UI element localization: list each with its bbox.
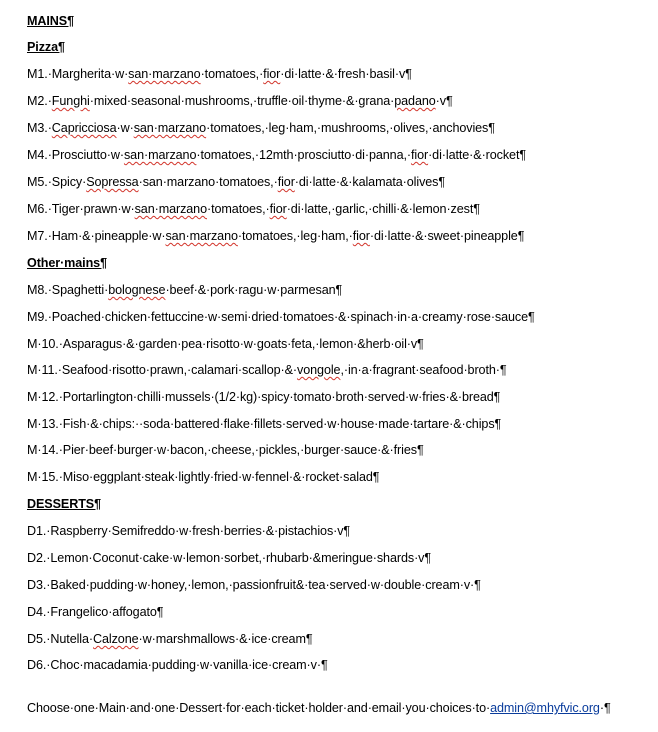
text-run: ·tomatoes,· — [200, 67, 264, 81]
menu-item[interactable] — [27, 657, 328, 673]
spellcheck-word: Sopressa — [86, 175, 139, 189]
menu-item[interactable] — [27, 120, 495, 136]
menu-item[interactable] — [27, 336, 424, 352]
menu-item[interactable] — [27, 66, 412, 82]
spellcheck-word: fior — [269, 202, 287, 216]
text-run: M·15.·Miso·eggplant·steak·lightly·fried·w·fennel·&·rocket·salad¶ — [27, 470, 380, 484]
text-run: ·w· — [116, 121, 134, 135]
menu-item[interactable] — [27, 362, 507, 378]
spellcheck-word: padano — [394, 94, 436, 108]
menu-item[interactable] — [27, 309, 535, 325]
text-run: M·12.·Portarlington·chilli·mussels·(1/2·kg)·spicy·tomato·broth·served·w·fries·&·bread¶ — [27, 390, 501, 404]
text-run: ·san·marzano·tomatoes,· — [138, 175, 278, 189]
text-run: M4.·Prosciutto·w· — [27, 148, 124, 162]
text-run: ·tomatoes,· — [207, 202, 270, 216]
menu-item[interactable] — [27, 469, 379, 485]
spellcheck-word: san·marzano — [165, 229, 238, 243]
text-run: M·14.·Pier·beef·burger·w·bacon,·cheese,·pickles,·burger·sauce·&·fries¶ — [27, 443, 424, 457]
spellcheck-word: san·marzano — [134, 202, 207, 216]
spellcheck-word: san·marzano — [133, 121, 207, 135]
text-run: ·di·latte,·garlic,·chilli·&·lemon·zest¶ — [286, 202, 480, 216]
text-run: ·mixed·seasonal·mushrooms,·truffle·oil·thyme·&·grana· — [89, 94, 395, 108]
menu-item[interactable] — [27, 604, 163, 620]
spellcheck-word: fior — [277, 175, 295, 189]
text-run: D6.·Choc·macadamia·pudding·w·vanilla·ice·cream·v·¶ — [27, 658, 328, 672]
text-run: Other·mains¶ — [27, 256, 107, 270]
section-heading[interactable] — [27, 255, 107, 271]
text-run: D5.·Nutella· — [27, 632, 93, 646]
menu-item[interactable] — [27, 201, 480, 217]
text-run: ·di·latte·&·sweet·pineapple¶ — [369, 229, 525, 243]
menu-item[interactable] — [27, 282, 342, 298]
text-run: M·13.·Fish·&·chips:··soda·battered·flake·fillets·served·w·house·made·tartare·&·chips¶ — [27, 417, 502, 431]
text-run: M3.· — [27, 121, 52, 135]
instructions-paragraph[interactable] — [27, 700, 611, 716]
menu-item[interactable] — [27, 416, 501, 432]
menu-item[interactable] — [27, 93, 453, 109]
spellcheck-word: fior — [410, 148, 429, 162]
menu-item[interactable] — [27, 442, 424, 458]
menu-item[interactable] — [27, 577, 481, 593]
text-run: M8.·Spaghetti· — [27, 283, 109, 297]
text-run: ·di·latte·&·rocket¶ — [428, 148, 527, 162]
section-heading[interactable] — [27, 13, 74, 29]
spellcheck-word: fior — [352, 229, 370, 243]
spellcheck-word: san·marzano — [123, 148, 197, 162]
text-run: M2.· — [27, 94, 52, 108]
text-run: D3.·Baked·pudding·w·honey,·lemon,·passionfruit&·tea·served·w·double·cream·v·¶ — [27, 578, 481, 592]
spellcheck-word: Capricciosa — [51, 121, 117, 135]
section-heading[interactable] — [27, 39, 65, 55]
menu-item[interactable] — [27, 147, 526, 163]
text-run: M6.·Tiger·prawn·w· — [27, 202, 135, 216]
menu-item[interactable] — [27, 174, 445, 190]
text-run: ·tomatoes,·leg·ham,· — [237, 229, 353, 243]
menu-item[interactable] — [27, 550, 431, 566]
text-run: M9.·Poached·chicken·fettuccine·w·semi·dried·tomatoes·&·spinach·in·a·creamy·rose·sauce¶ — [27, 310, 535, 324]
text-run: ·tomatoes,·leg·ham,·mushrooms,·olives,·anchovies¶ — [206, 121, 495, 135]
text-run: D2.·Lemon·Coconut·cake·w·lemon·sorbet,·rhubarb·&meringue·shards·v¶ — [27, 551, 432, 565]
text-run: ·di·latte·&·kalamata·olives¶ — [294, 175, 446, 189]
spellcheck-word: san·marzano — [128, 67, 201, 81]
text-run: ,·in·a·fragrant·seafood·broth·¶ — [340, 363, 507, 377]
menu-item[interactable] — [27, 389, 500, 405]
text-run: M1.·Margherita·w· — [27, 67, 129, 81]
text-run: D1.·Raspberry·Semifreddo·w·fresh·berries·&·pistachios·v¶ — [27, 524, 351, 538]
spellcheck-word: Funghi — [51, 94, 90, 108]
email-link[interactable]: admin@mhyfvic.org — [490, 701, 600, 715]
text-run: Choose·one·Main·and·one·Dessert·for·each·ticket·holder·and·email·you·choices·to· — [27, 701, 491, 715]
menu-item[interactable] — [27, 228, 524, 244]
text-run: DESSERTS¶ — [27, 497, 101, 511]
text-run: Pizza¶ — [27, 40, 65, 54]
text-run: MAINS¶ — [27, 14, 74, 28]
text-run: M7.·Ham·&·pineapple·w· — [27, 229, 166, 243]
text-run: ·tomatoes,·12mth·prosciutto·di·panna,· — [196, 148, 411, 162]
text-run: ·v¶ — [435, 94, 453, 108]
spellcheck-word: fior — [263, 67, 281, 81]
spellcheck-word: bolognese — [108, 283, 166, 297]
section-heading[interactable] — [27, 496, 101, 512]
spellcheck-word: Calzone — [93, 632, 139, 646]
text-run: ·di·latte·&·fresh·basil·v¶ — [280, 67, 412, 81]
spellcheck-word: vongole — [297, 363, 341, 377]
text-run: ·¶ — [599, 701, 611, 715]
menu-item[interactable] — [27, 631, 313, 647]
text-run: M·10.·Asparagus·&·garden·pea·risotto·w·goats·feta,·lemon·&herb·oil·v¶ — [27, 337, 424, 351]
text-run: M5.·Spicy· — [27, 175, 87, 189]
text-run: ·beef·&·pork·ragu·w·parmesan¶ — [165, 283, 343, 297]
text-run: ·w·marshmallows·&·ice·cream¶ — [138, 632, 313, 646]
text-run: D4.·Frangelico·affogato¶ — [27, 605, 164, 619]
menu-item[interactable] — [27, 523, 350, 539]
text-run: M·11.·Seafood·risotto·prawn,·calamari·scallop·&· — [27, 363, 298, 377]
